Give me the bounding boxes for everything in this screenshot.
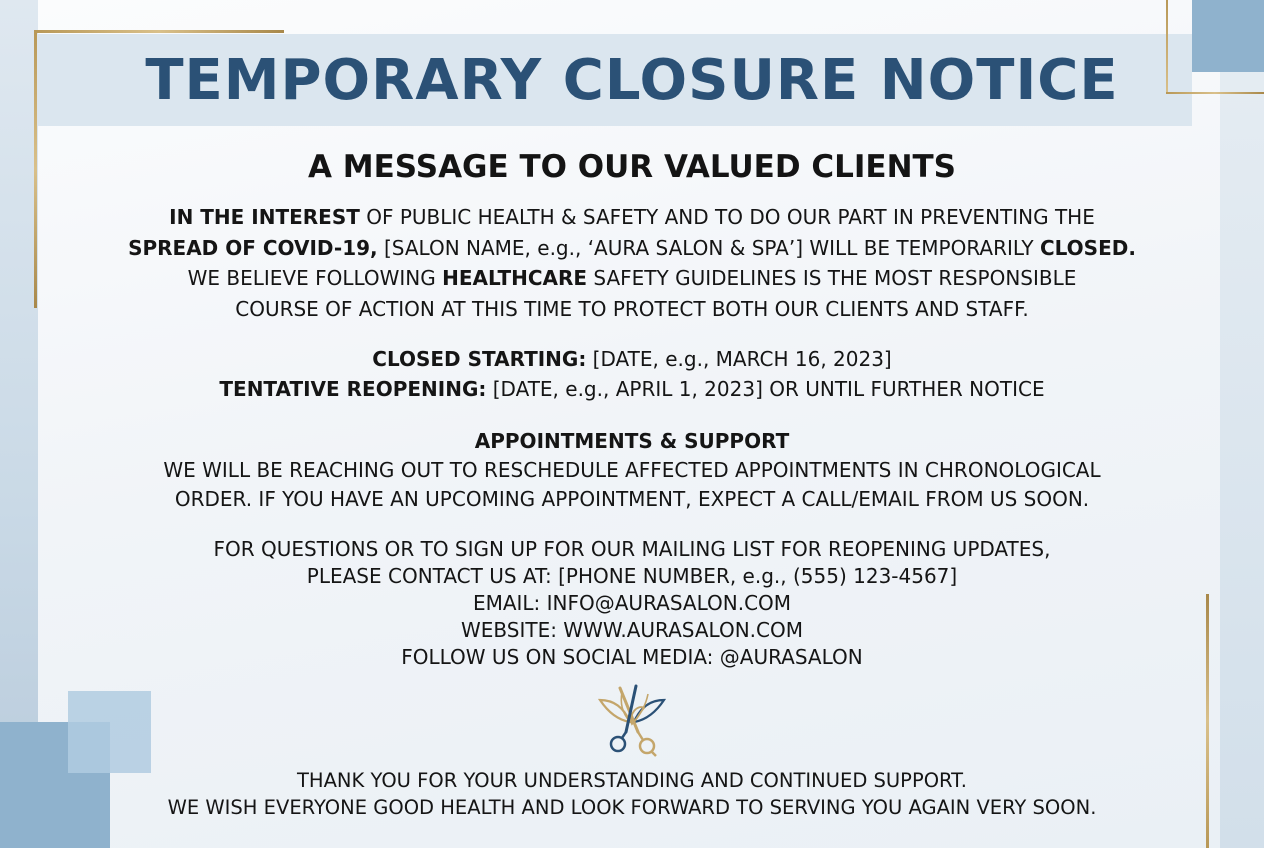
scissors-leaf-icon [592,682,672,760]
intro-line-1: IN THE INTEREST OF PUBLIC HEALTH & SAFETY AND TO DO OUR PART IN PREVENTING THE [169,205,1095,229]
appointments-line-2: ORDER. IF YOU HAVE AN UPCOMING APPOINTMENT, EXPECT A CALL/EMAIL FROM US SOON. [174,487,1090,511]
contact-website: WEBSITE: WWW.AURASALON.COM [460,618,803,642]
appointments-heading: APPOINTMENTS & SUPPORT [474,429,790,453]
contact-social: FOLLOW US ON SOCIAL MEDIA: @AURASALON [401,645,863,669]
intro-line-4: COURSE OF ACTION AT THIS TIME TO PROTECT BOTH OUR CLIENTS AND STAFF. [235,296,1029,321]
left-edge-panel [0,0,38,848]
closing-line-2: WE WISH EVERYONE GOOD HEALTH AND LOOK FORWARD TO SERVING YOU AGAIN VERY SOON. [167,796,1097,819]
tentative-reopening: TENTATIVE REOPENING: [DATE, e.g., APRIL 1, 2023] OR UNTIL FURTHER NOTICE [219,377,1045,401]
intro-paragraph [40,202,1224,324]
gold-frame-top-left-h [34,30,284,33]
page-title: TEMPORARY CLOSURE NOTICE [145,48,1119,113]
closed-starting: CLOSED STARTING: [DATE, e.g., MARCH 16, 2023] [372,347,892,371]
right-edge-panel [1220,0,1264,848]
closing-line-1: THANK YOU FOR YOUR UNDERSTANDING AND CONTINUED SUPPORT. [297,769,967,792]
contact-line-1: FOR QUESTIONS OR TO SIGN UP FOR OUR MAILING LIST FOR REOPENING UPDATES, [213,537,1051,561]
appointments-section [40,427,1224,514]
closing-section [40,767,1224,821]
intro-line-2: SPREAD OF COVID-19, [SALON NAME, e.g., ‘AURA SALON & SPA’] WILL BE TEMPORARILY CLOSED. [128,235,1136,260]
page-subtitle: A MESSAGE TO OUR VALUED CLIENTS [308,149,956,185]
intro-line-3: WE BELIEVE FOLLOWING HEALTHCARE SAFETY GUIDELINES IS THE MOST RESPONSIBLE [187,266,1077,290]
contact-section [40,536,1224,671]
dates-section [40,344,1224,404]
appointments-line-1: WE WILL BE REACHING OUT TO RESCHEDULE AFFECTED APPOINTMENTS IN CHRONOLOGICAL [163,458,1101,482]
contact-email: EMAIL: INFO@AURASALON.COM [472,591,792,615]
decor-square-bottom-left-light [68,691,151,773]
contact-phone: PLEASE CONTACT US AT: [PHONE NUMBER, e.g., (555) 123-4567] [306,564,958,588]
